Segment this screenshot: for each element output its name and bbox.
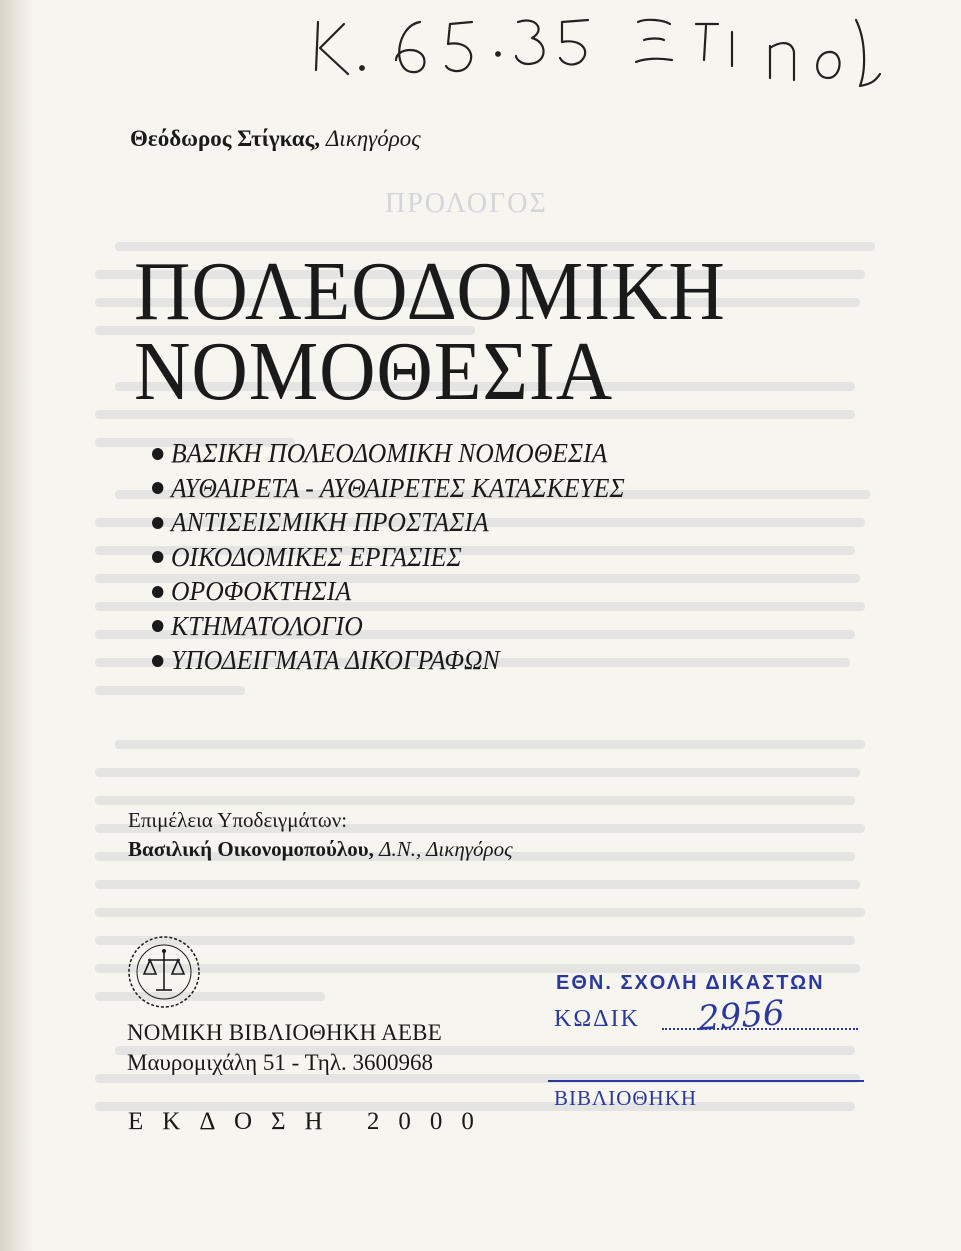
topic-item bbox=[152, 643, 625, 678]
author-name: Θεόδωρος Στίγκας, bbox=[130, 126, 321, 151]
book-title-line1: ΠΟΛΕΟΔΟΜΙΚΗ bbox=[134, 245, 726, 338]
book-title-line2: ΝΟΜΟΘΕΣΙΑ bbox=[134, 325, 614, 418]
topic-item bbox=[152, 609, 625, 644]
bullet-icon bbox=[152, 482, 163, 494]
topic-label: ΒΑΣΙΚΗ ΠΟΛΕΟΔΟΜΙΚΗ ΝΟΜΟΘΕΣΙΑ bbox=[171, 438, 608, 468]
stamp-code-number: 2956 bbox=[696, 993, 786, 1039]
editor-credit bbox=[128, 806, 513, 864]
editor-role: Δ.Ν., Δικηγόρος bbox=[379, 837, 513, 861]
publisher-block bbox=[127, 1018, 442, 1078]
topic-item bbox=[152, 540, 625, 575]
topic-label: ΟΡΟΦΟΚΤΗΣΙΑ bbox=[171, 576, 352, 606]
handwritten-shelfmark bbox=[300, 0, 900, 100]
stamp-code-label: ΚΩΔΙΚ bbox=[554, 1006, 640, 1032]
stamp-library-label: ΒΙΒΛΙΟΘΗΚΗ bbox=[554, 1086, 698, 1110]
publisher-address: Μαυρομιχάλη 51 - Τηλ. 3600968 bbox=[127, 1050, 433, 1075]
author-role: Δικηγόρος bbox=[325, 126, 421, 151]
edition-line: ΕΚΔΟΣΗ 2000 bbox=[128, 1108, 493, 1135]
library-stamp bbox=[548, 968, 868, 1108]
topic-label: ΑΝΤΙΣΕΙΣΜΙΚΗ ΠΡΟΣΤΑΣΙΑ bbox=[171, 507, 489, 537]
publisher-name: ΝΟΜΙΚΗ ΒΙΒΛΙΟΘΗΚΗ ΑΕΒΕ bbox=[127, 1020, 442, 1045]
topic-item bbox=[152, 471, 625, 506]
stamp-school-name: ΕΘΝ. ΣΧΟΛΗ ΔΙΚΑΣΤΩΝ bbox=[556, 972, 825, 994]
scales-of-justice-icon bbox=[126, 934, 202, 1010]
author-line bbox=[130, 126, 421, 152]
topic-label: ΑΥΘΑΙΡΕΤΑ - ΑΥΘΑΙΡΕΤΕΣ ΚΑΤΑΣΚΕΥΕΣ bbox=[171, 472, 625, 503]
topic-label: ΥΠΟΔΕΙΓΜΑΤΑ ΔΙΚΟΓΡΑΦΩΝ bbox=[171, 645, 500, 675]
topic-label: ΚΤΗΜΑΤΟΛΟΓΙΟ bbox=[171, 610, 363, 641]
editor-label: Επιμέλεια Υποδειγμάτων: bbox=[128, 808, 348, 832]
editor-name: Βασιλική Οικονομοπούλου, bbox=[128, 837, 374, 861]
topic-item bbox=[152, 436, 625, 471]
bullet-icon bbox=[152, 448, 163, 460]
book-title bbox=[134, 245, 726, 418]
topic-label: ΟΙΚΟΔΟΜΙΚΕΣ ΕΡΓΑΣΙΕΣ bbox=[171, 541, 462, 572]
topic-item bbox=[152, 574, 625, 609]
bullet-icon bbox=[152, 586, 163, 598]
bullet-icon bbox=[152, 655, 163, 667]
topic-item bbox=[152, 505, 625, 540]
book-spine-shadow bbox=[0, 0, 34, 1251]
bullet-icon bbox=[152, 517, 163, 529]
bullet-icon bbox=[152, 620, 163, 632]
topics-list bbox=[152, 436, 650, 678]
handwritten-shelfmark-drawing bbox=[300, 0, 900, 100]
bullet-icon bbox=[152, 551, 163, 563]
stamp-rule bbox=[548, 1080, 864, 1082]
bleed-through-heading: ΠΡΟΛΟΓΟΣ bbox=[385, 190, 548, 219]
